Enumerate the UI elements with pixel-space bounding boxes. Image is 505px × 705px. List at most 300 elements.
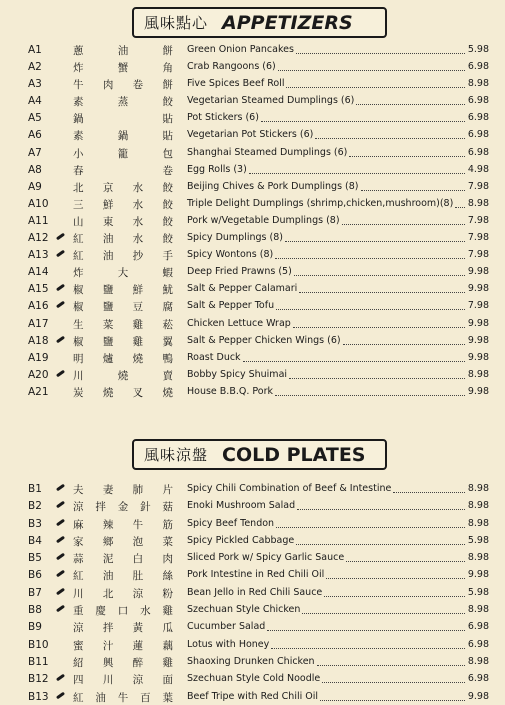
dot-leader — [393, 492, 465, 493]
item-code: A20 — [28, 368, 49, 381]
item-price: 8.98 — [467, 368, 489, 380]
item-name-cn-char: 拌 — [95, 501, 106, 514]
item-price: 7.98 — [467, 300, 489, 312]
item-name-cn-char: 山 — [73, 215, 84, 228]
item-name-cn-char: 鍋 — [117, 130, 129, 143]
dot-leader — [289, 378, 465, 379]
dot-leader — [315, 138, 465, 139]
cold-plates-header — [132, 439, 387, 470]
item-name-cn-char: 餅 — [162, 79, 173, 92]
menu-item — [0, 383, 505, 400]
item-name-cn-char: 醉 — [132, 656, 144, 669]
item-name-cn-char: 面 — [162, 674, 173, 687]
item-name-en: Shanghai Steamed Dumplings (6) — [187, 146, 348, 158]
item-name-cn-char: 餃 — [162, 181, 173, 194]
item-name-cn-char: 拌 — [102, 622, 114, 635]
item-name-cn-char: 家 — [73, 535, 84, 548]
cold-plates-title-en: COLD PLATES — [222, 443, 366, 466]
item-name-cn-char: 百 — [140, 691, 151, 704]
item-price: 7.98 — [467, 180, 489, 192]
chili-pepper-icon — [56, 233, 65, 241]
item-name-cn-char: 餅 — [162, 45, 173, 57]
item-code: A1 — [28, 44, 42, 56]
item-name-en: Vegetarian Pot Stickers (6) — [187, 129, 314, 141]
item-price: 8.98 — [467, 655, 489, 667]
menu-item — [0, 549, 505, 566]
item-name-cn-char: 雞 — [162, 605, 173, 618]
item-name-cn — [73, 163, 173, 178]
item-code: B2 — [28, 500, 42, 513]
chili-pepper-icon — [56, 570, 65, 578]
dot-leader — [267, 630, 465, 631]
item-price: 9.98 — [467, 690, 489, 702]
item-name-cn-char: 素 — [73, 96, 84, 109]
dot-leader — [294, 275, 465, 276]
item-code: A21 — [28, 385, 49, 398]
item-name-cn-char: 卷 — [132, 79, 144, 92]
dot-leader — [296, 544, 465, 545]
item-name-en: Lotus with Honey — [187, 638, 270, 650]
item-name-cn-char: 鹽 — [102, 335, 114, 348]
item-code: A16 — [28, 300, 49, 313]
item-price: 8.98 — [467, 604, 489, 616]
dot-leader — [275, 258, 465, 259]
item-name-cn-char: 重 — [73, 605, 84, 618]
menu-item — [0, 246, 505, 263]
item-price: 8.98 — [467, 552, 489, 564]
dot-leader — [326, 578, 465, 579]
item-name-en: Triple Delight Dumplings (shrimp,chicken,mushroom)(8) — [187, 197, 454, 209]
item-price: 8.98 — [467, 197, 489, 209]
item-name-cn-char: 蔥 — [73, 45, 84, 57]
item-name-cn-char: 水 — [132, 181, 144, 194]
item-name-cn — [73, 551, 173, 566]
dot-leader — [349, 156, 464, 157]
item-name-cn-char: 菜 — [162, 535, 173, 548]
item-name-cn-char: 蒸 — [117, 96, 129, 109]
chili-pepper-icon — [56, 335, 65, 343]
item-code: A19 — [28, 351, 49, 364]
item-name-en: Sliced Pork w/ Spicy Garlic Sauce — [187, 552, 345, 564]
item-name-cn-char: 藕 — [162, 639, 173, 652]
item-name-cn-char: 葉 — [162, 691, 173, 704]
item-name-cn-char: 翼 — [162, 335, 173, 348]
item-name-en: House B.B.Q. Pork — [187, 385, 273, 397]
menu-item — [0, 161, 505, 178]
item-name-en: Spicy Dumplings (8) — [187, 232, 283, 244]
dot-leader — [243, 361, 465, 362]
item-code: B13 — [28, 690, 49, 703]
chili-pepper-icon — [56, 484, 65, 492]
menu-item — [0, 653, 505, 670]
item-name-cn-char: 鹽 — [102, 301, 114, 314]
menu-item — [0, 515, 505, 532]
item-name-cn-char: 腐 — [162, 301, 173, 314]
item-name-cn-char: 紅 — [73, 570, 84, 583]
menu-item — [0, 670, 505, 687]
item-name-cn-char: 白 — [132, 553, 144, 566]
menu-item — [0, 315, 505, 332]
item-price: 5.98 — [467, 586, 489, 598]
item-code: B4 — [28, 534, 42, 547]
dot-leader — [322, 682, 465, 683]
item-name-cn — [73, 128, 173, 143]
item-code: A3 — [28, 78, 42, 91]
item-price: 7.98 — [467, 214, 489, 226]
item-name-en: Beijing Chives & Pork Dumplings (8) — [187, 180, 359, 192]
item-name-cn-char: 肚 — [132, 570, 144, 583]
item-price: 9.98 — [467, 317, 489, 329]
item-code: A11 — [28, 214, 49, 227]
chili-pepper-icon — [56, 301, 65, 309]
item-name-en: Pork w/Vegetable Dumplings (8) — [187, 214, 340, 226]
menu-item — [0, 480, 505, 497]
item-name-cn-char: 小 — [73, 147, 84, 160]
item-name-cn — [73, 482, 173, 497]
item-name-cn-char: 雞 — [132, 318, 144, 331]
item-name-cn-char: 油 — [102, 570, 114, 583]
item-name-en: Crab Rangoons (6) — [187, 61, 276, 73]
item-name-cn-char: 粉 — [162, 587, 173, 600]
item-name-cn-char: 籠 — [117, 147, 129, 160]
item-name-cn-char: 手 — [162, 250, 173, 263]
item-name-cn-char: 黃 — [132, 622, 144, 635]
item-name-cn-char: 水 — [132, 198, 144, 211]
item-price: 9.98 — [467, 351, 489, 363]
item-name-cn-char: 雞 — [162, 656, 173, 669]
dot-leader — [276, 309, 465, 310]
chili-pepper-icon — [56, 501, 65, 509]
item-name-cn-char: 餃 — [162, 233, 173, 246]
chili-pepper-icon — [56, 250, 65, 258]
item-code: A14 — [28, 266, 49, 279]
item-name-cn — [73, 299, 173, 314]
item-name-cn-char: 肉 — [102, 79, 114, 92]
menu-item — [0, 41, 505, 58]
item-name-cn — [73, 248, 173, 263]
item-price: 7.98 — [467, 232, 489, 244]
item-name-cn — [73, 690, 173, 705]
dot-leader — [356, 104, 464, 105]
dot-leader — [324, 596, 465, 597]
item-name-en: Spicy Chili Combination of Beef & Intestine — [187, 483, 392, 494]
cold-plates-title-cn: 風味涼盤 — [144, 446, 209, 464]
item-name-cn-char: 興 — [102, 656, 114, 669]
item-name-cn-char: 涼 — [132, 587, 144, 600]
item-name-cn-char: 炭 — [73, 386, 84, 399]
item-name-cn — [73, 499, 173, 514]
menu-item — [0, 349, 505, 366]
dot-leader — [271, 648, 465, 649]
item-name-en: Salt & Pepper Chicken Wings (6) — [187, 334, 341, 346]
item-name-cn — [73, 638, 173, 653]
dot-leader — [317, 665, 465, 666]
appetizers-title-en: APPETIZERS — [222, 11, 353, 34]
item-name-cn-char: 明 — [73, 352, 84, 365]
dot-leader — [296, 53, 465, 54]
item-name-cn — [73, 111, 173, 126]
item-name-en: Beef Tripe with Red Chili Oil — [187, 690, 319, 702]
item-name-cn-char: 水 — [140, 605, 151, 618]
item-name-cn — [73, 655, 173, 670]
item-code: A18 — [28, 334, 49, 347]
menu-item — [0, 601, 505, 618]
item-name-en: Pot Stickers (6) — [187, 112, 259, 124]
item-code: A4 — [28, 95, 42, 108]
item-name-cn-char: 涼 — [73, 622, 84, 635]
menu-item — [0, 280, 505, 297]
item-code: B6 — [28, 569, 42, 582]
item-name-cn-char: 爐 — [102, 352, 114, 365]
item-name-cn-char: 燒 — [102, 386, 114, 399]
item-name-en: Szechuan Style Chicken — [187, 604, 301, 616]
item-code: B9 — [28, 621, 42, 634]
item-name-cn-char: 豆 — [132, 301, 144, 314]
item-name-en: Shaoxing Drunken Chicken — [187, 655, 315, 667]
item-name-cn-char: 針 — [140, 501, 151, 514]
item-name-cn — [73, 197, 173, 212]
dot-leader — [286, 87, 464, 88]
item-price: 7.98 — [467, 249, 489, 261]
menu-item — [0, 584, 505, 601]
item-name-cn-char: 賣 — [162, 369, 173, 382]
item-name-cn-char: 肉 — [162, 553, 173, 566]
item-name-cn-char: 蟹 — [117, 62, 129, 75]
item-price: 9.98 — [467, 266, 489, 278]
item-price: 6.98 — [467, 638, 489, 650]
item-name-cn-char: 涼 — [132, 674, 144, 687]
item-name-cn-char: 油 — [95, 691, 106, 704]
item-name-en: Salt & Pepper Calamari — [187, 283, 298, 295]
item-code: B7 — [28, 586, 42, 599]
item-name-cn-char: 鮮 — [132, 284, 144, 297]
item-name-cn-char: 蝦 — [162, 267, 173, 280]
dot-leader — [302, 613, 464, 614]
item-name-en: Szechuan Style Cold Noodle — [187, 673, 321, 685]
dot-leader — [361, 190, 465, 191]
item-name-en: Salt & Pepper Tofu — [187, 300, 275, 312]
item-name-cn-char: 辣 — [102, 518, 114, 531]
item-name-en: Bobby Spicy Shuimai — [187, 368, 288, 380]
menu-item — [0, 263, 505, 280]
item-price: 9.98 — [467, 385, 489, 397]
menu-item — [0, 688, 505, 705]
item-name-cn-char: 蜜 — [73, 639, 84, 652]
item-name-cn-char: 抄 — [132, 250, 144, 263]
item-name-cn-char: 蓮 — [132, 639, 144, 652]
item-name-cn-char: 水 — [132, 233, 144, 246]
item-code: B3 — [28, 517, 42, 530]
item-code: B8 — [28, 604, 42, 617]
item-price: 6.98 — [467, 146, 489, 158]
item-name-cn-char: 卷 — [162, 164, 173, 177]
item-price: 4.98 — [467, 163, 489, 175]
item-name-cn — [73, 265, 173, 280]
item-name-cn-char: 牛 — [132, 518, 144, 531]
item-name-cn-char: 慶 — [95, 605, 106, 618]
menu-item — [0, 144, 505, 161]
item-name-cn-char: 大 — [117, 267, 129, 280]
item-name-cn — [73, 180, 173, 195]
item-price: 9.98 — [467, 334, 489, 346]
item-price: 9.98 — [467, 569, 489, 581]
item-name-cn-char: 川 — [102, 674, 114, 687]
item-price: 6.98 — [467, 61, 489, 73]
menu-item — [0, 532, 505, 549]
menu-item — [0, 126, 505, 143]
item-name-cn — [73, 620, 173, 635]
item-name-cn-char: 椒 — [73, 335, 84, 348]
chili-pepper-icon — [56, 553, 65, 561]
item-name-en: Egg Rolls (3) — [187, 163, 247, 175]
dot-leader — [346, 561, 465, 562]
dot-leader — [299, 292, 465, 293]
menu-item — [0, 566, 505, 583]
item-name-cn — [73, 77, 173, 92]
item-code: A7 — [28, 146, 42, 159]
dot-leader — [278, 70, 465, 71]
item-price: 8.98 — [467, 517, 489, 529]
item-name-en: Pork Intestine in Red Chili Oil — [187, 569, 325, 581]
item-name-cn-char: 餃 — [162, 198, 173, 211]
item-code: A2 — [28, 61, 42, 74]
item-name-cn-char: 菜 — [102, 318, 114, 331]
item-name-cn-char: 瓜 — [162, 622, 173, 635]
item-code: A15 — [28, 283, 49, 296]
item-name-cn-char: 魷 — [162, 284, 173, 297]
menu-item — [0, 366, 505, 383]
item-name-cn — [73, 534, 173, 549]
item-name-cn-char: 春 — [73, 164, 84, 177]
dot-leader — [275, 395, 465, 396]
chili-pepper-icon — [56, 518, 65, 526]
item-name-cn-char: 京 — [102, 181, 114, 194]
item-name-cn-char: 油 — [117, 45, 129, 57]
item-price: 9.98 — [467, 283, 489, 295]
chili-pepper-icon — [56, 284, 65, 292]
item-name-cn — [73, 214, 173, 229]
dot-leader — [343, 344, 465, 345]
item-name-cn-char: 貼 — [162, 130, 173, 143]
item-name-cn — [73, 672, 173, 687]
item-name-en: Vegetarian Steamed Dumplings (6) — [187, 95, 355, 107]
chili-pepper-icon — [56, 587, 65, 595]
item-code: A12 — [28, 232, 49, 245]
item-name-cn-char: 包 — [162, 147, 173, 160]
dot-leader — [293, 327, 465, 328]
item-name-en: Bean Jello in Red Chili Sauce — [187, 586, 323, 598]
item-name-cn — [73, 603, 173, 618]
item-code: B1 — [28, 483, 42, 495]
appetizers-header — [132, 7, 387, 38]
item-name-cn — [73, 334, 173, 349]
item-price: 6.98 — [467, 129, 489, 141]
menu-item — [0, 212, 505, 229]
item-name-cn-char: 鹽 — [102, 284, 114, 297]
item-name-cn — [73, 368, 173, 383]
dot-leader — [342, 224, 465, 225]
item-name-en: Five Spices Beef Roll — [187, 78, 285, 90]
chili-pepper-icon — [56, 605, 65, 613]
item-name-cn-char: 鄉 — [102, 535, 114, 548]
item-name-cn — [73, 586, 173, 601]
item-code: B10 — [28, 638, 49, 651]
item-name-en: Chicken Lettuce Wrap — [187, 317, 291, 329]
item-name-cn — [73, 282, 173, 297]
item-name-cn-char: 泡 — [132, 535, 144, 548]
item-name-cn-char: 涼 — [73, 501, 84, 514]
item-name-en: Deep Fried Prawns (5) — [187, 266, 292, 278]
item-name-cn-char: 北 — [73, 181, 84, 194]
dot-leader — [276, 527, 465, 528]
menu-item — [0, 195, 505, 212]
chili-pepper-icon — [56, 691, 65, 699]
item-name-cn-char: 叉 — [132, 386, 144, 399]
item-name-cn-char: 角 — [162, 62, 173, 75]
item-name-en: Green Onion Pancakes — [187, 44, 294, 55]
item-price: 6.98 — [467, 621, 489, 633]
menu-item — [0, 332, 505, 349]
item-name-en: Spicy Wontons (8) — [187, 249, 274, 261]
item-price: 8.98 — [467, 483, 489, 494]
item-name-cn — [73, 517, 173, 532]
item-name-en: Roast Duck — [187, 351, 241, 363]
item-name-cn — [73, 60, 173, 75]
dot-leader — [285, 241, 465, 242]
item-code: A5 — [28, 112, 42, 125]
item-code: A13 — [28, 249, 49, 262]
dot-leader — [261, 121, 465, 122]
item-name-cn-char: 菇 — [162, 501, 173, 514]
item-name-cn-char: 生 — [73, 318, 84, 331]
item-name-cn-char: 紅 — [73, 233, 84, 246]
item-name-cn-char: 片 — [162, 484, 173, 496]
item-name-en: Enoki Mushroom Salad — [187, 500, 296, 512]
item-name-cn-char: 雞 — [132, 335, 144, 348]
item-price: 8.98 — [467, 78, 489, 90]
item-name-cn-char: 金 — [117, 501, 129, 514]
item-name-cn — [73, 385, 173, 400]
menu-item — [0, 229, 505, 246]
item-name-cn-char: 燒 — [117, 369, 129, 382]
item-price: 6.98 — [467, 95, 489, 107]
item-name-cn-char: 貼 — [162, 113, 173, 126]
item-code: A8 — [28, 163, 42, 176]
item-name-cn-char: 油 — [102, 233, 114, 246]
item-name-cn — [73, 43, 173, 58]
item-code: B11 — [28, 655, 49, 668]
item-code: A9 — [28, 180, 42, 193]
item-name-cn — [73, 146, 173, 161]
chili-pepper-icon — [56, 674, 65, 682]
menu-item — [0, 297, 505, 314]
item-price: 6.98 — [467, 673, 489, 685]
item-name-en: Spicy Pickled Cabbage — [187, 534, 295, 546]
dot-leader — [297, 509, 465, 510]
item-name-cn-char: 泥 — [102, 553, 114, 566]
item-price: 8.98 — [467, 500, 489, 512]
menu-item — [0, 178, 505, 195]
menu-item — [0, 92, 505, 109]
item-name-cn-char: 素 — [73, 130, 84, 143]
item-name-cn-char: 妻 — [102, 484, 114, 496]
item-name-cn-char: 北 — [102, 587, 114, 600]
item-name-cn — [73, 317, 173, 332]
item-name-cn-char: 紅 — [73, 691, 84, 704]
item-name-cn — [73, 351, 173, 366]
item-name-cn-char: 餃 — [162, 215, 173, 228]
item-code: A6 — [28, 129, 42, 142]
